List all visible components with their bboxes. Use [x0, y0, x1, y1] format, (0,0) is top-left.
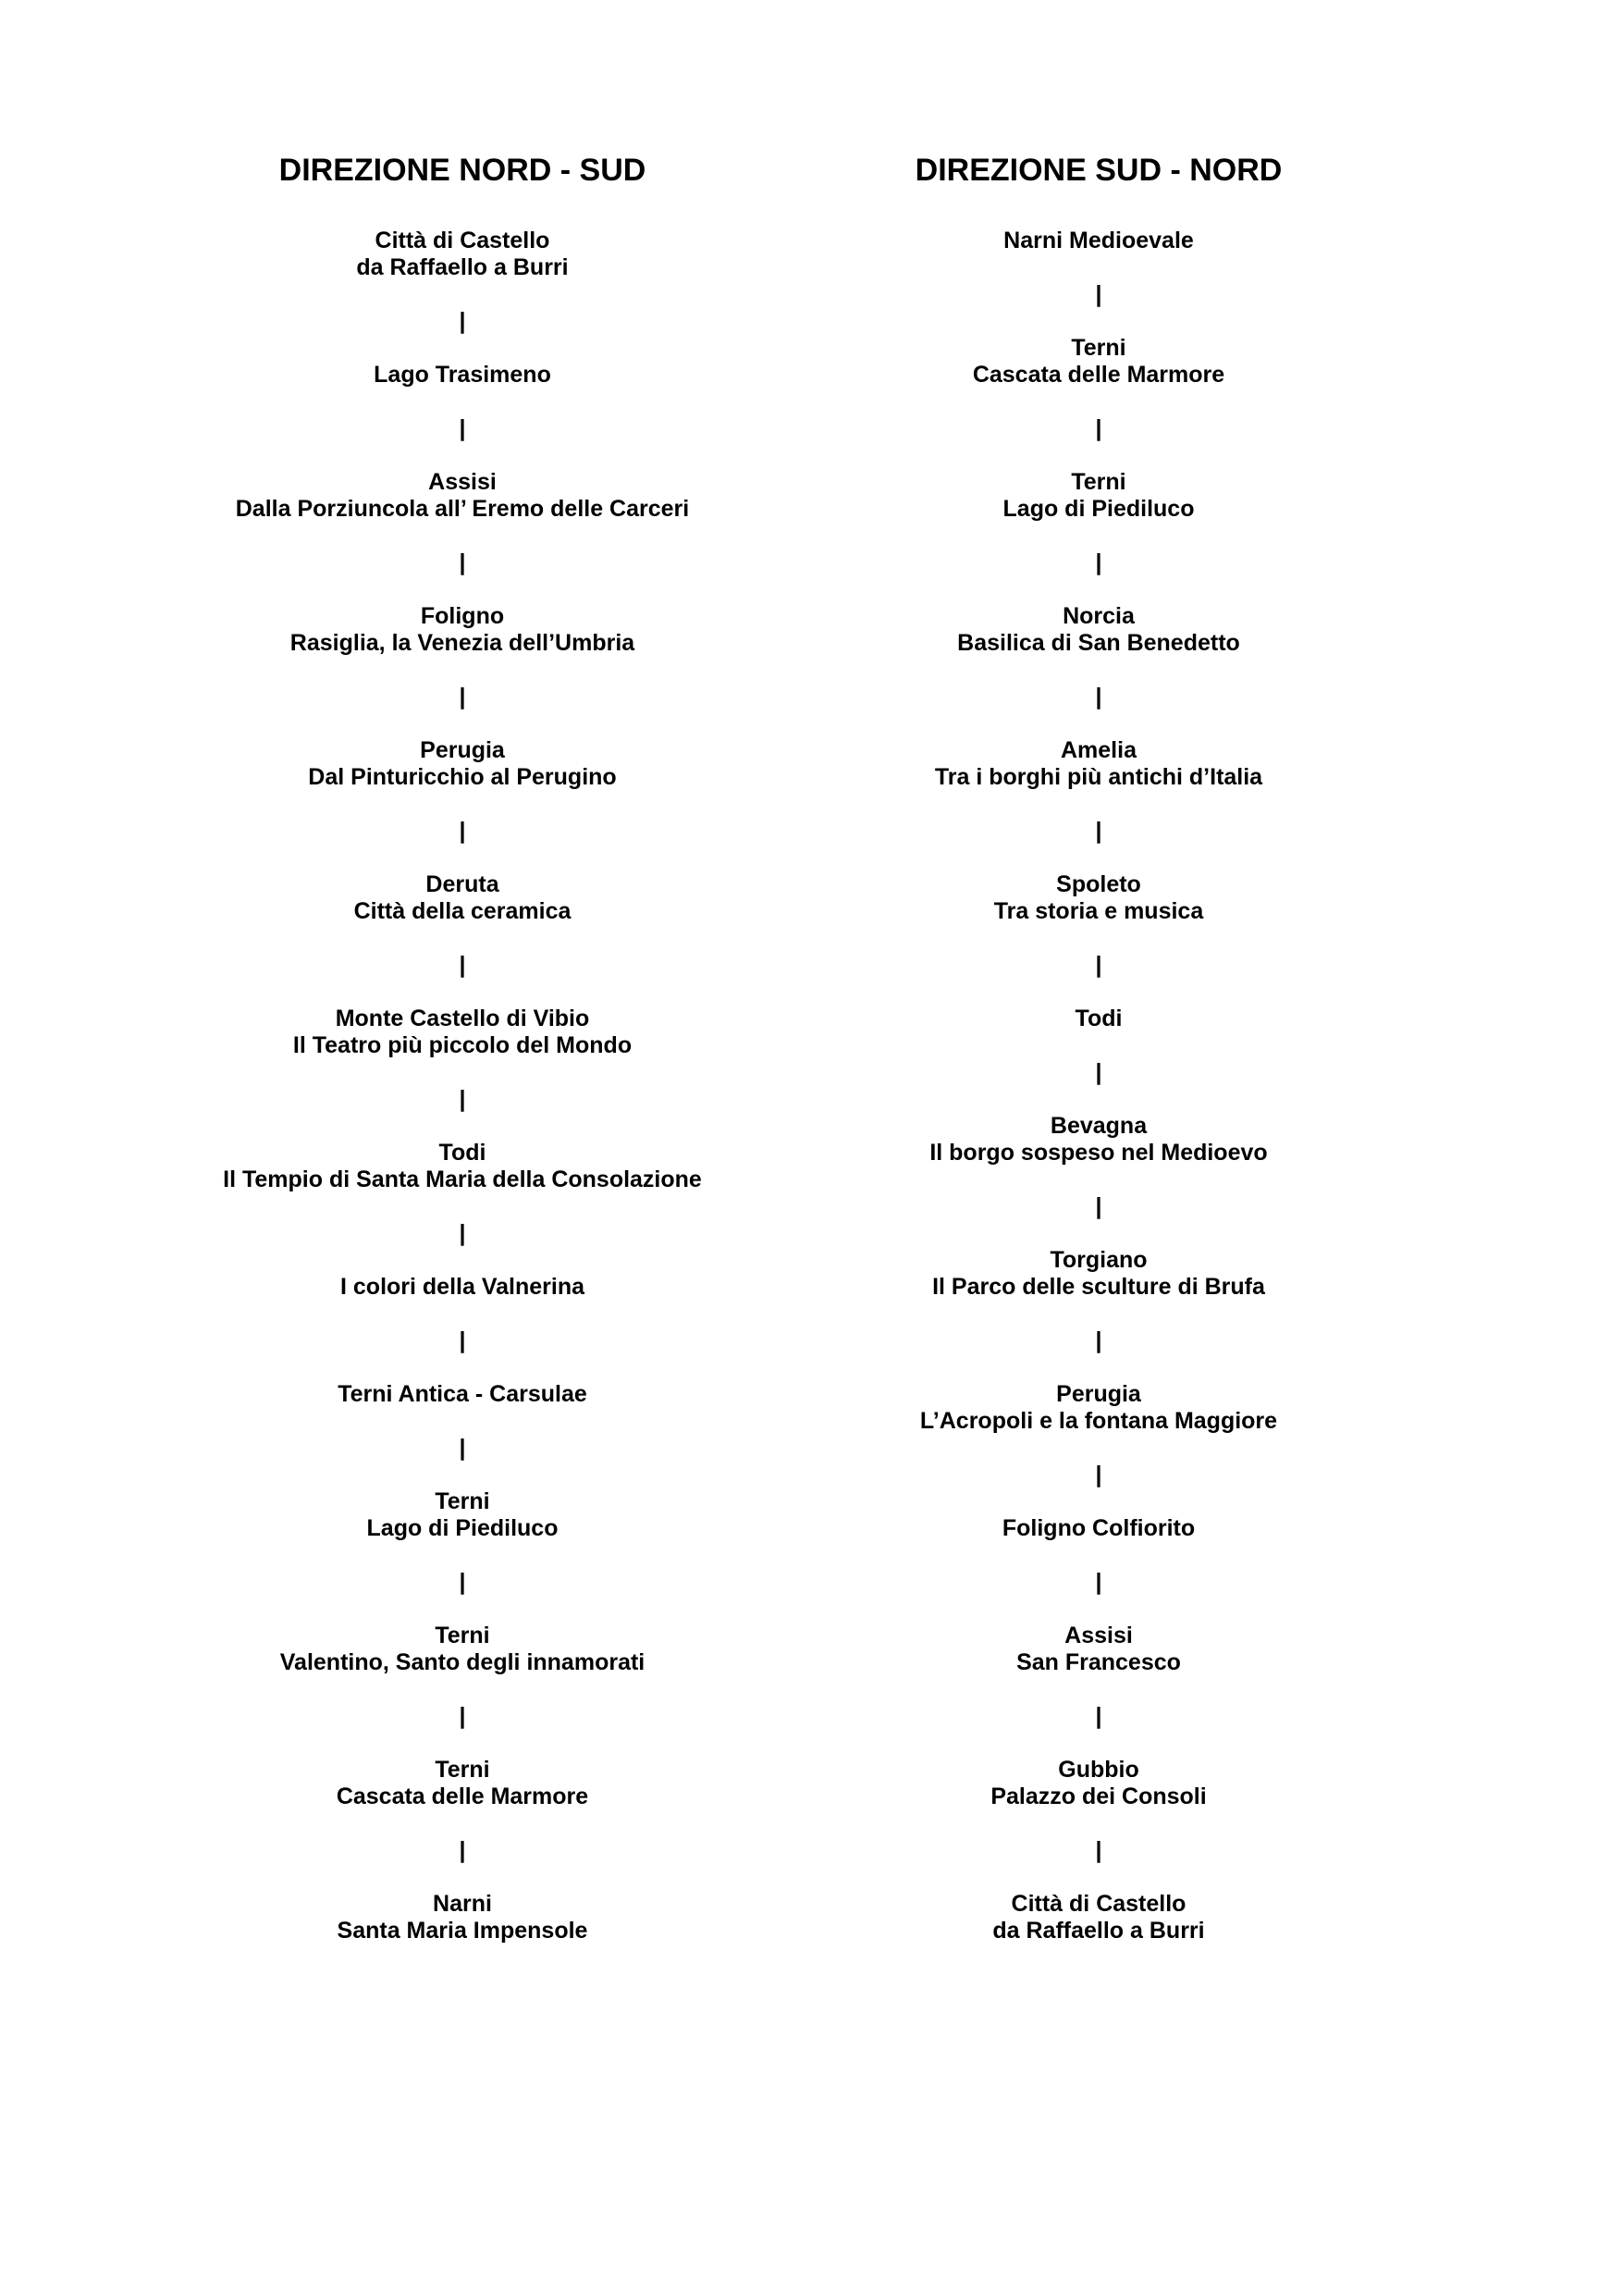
column-title-sud-nord: DIREZIONE SUD - NORD [915, 153, 1283, 188]
stop-subtitle: Rasiglia, la Venezia dell’Umbria [289, 630, 635, 656]
itinerary-stop [236, 469, 689, 523]
route-connector: | [1095, 1462, 1102, 1487]
stop-name: Todi [1075, 1006, 1123, 1031]
route-connector: | [1095, 818, 1102, 844]
route-connector: | [1095, 684, 1102, 710]
route-connector: | [1095, 952, 1102, 978]
itinerary-stop [1002, 1515, 1195, 1542]
stop-list-sud-nord [775, 228, 1422, 1944]
stop-subtitle: Dal Pinturicchio al Perugino [308, 764, 617, 790]
column-nord-sud [139, 146, 786, 1944]
route-connector: | [1095, 1837, 1102, 1863]
stop-subtitle: da Raffaello a Burri [356, 254, 569, 280]
route-connector: | [459, 1569, 466, 1595]
stop-name: Città di Castello [1011, 1891, 1187, 1917]
itinerary-stop [308, 737, 616, 791]
itinerary-stop [338, 1381, 587, 1408]
route-connector: | [459, 1220, 466, 1246]
stop-subtitle: Palazzo dei Consoli [990, 1784, 1207, 1809]
itinerary-stop [354, 871, 572, 925]
stop-name: Terni [1071, 469, 1126, 495]
route-connector: | [459, 1086, 466, 1112]
itinerary-stop [1003, 469, 1195, 523]
itinerary-stop [992, 1891, 1204, 1944]
stop-name: Deruta [425, 871, 499, 897]
route-connector: | [459, 415, 466, 441]
column-sud-nord [775, 146, 1422, 1944]
stop-name: Perugia [420, 737, 505, 763]
stop-name: Terni [435, 1623, 490, 1648]
route-connector: | [459, 1327, 466, 1353]
stop-subtitle: L’Acropoli e la fontana Maggiore [919, 1408, 1278, 1434]
itinerary-stop [929, 1113, 1267, 1167]
stop-subtitle: Valentino, Santo degli innamorati [279, 1649, 646, 1675]
stop-subtitle: Lago di Piediluco [366, 1515, 559, 1541]
stop-subtitle: Tra storia e musica [993, 898, 1204, 924]
stop-name: Torgiano [1050, 1247, 1148, 1273]
route-connector: | [1095, 549, 1102, 575]
stop-subtitle: Dalla Porziuncola all’ Eremo delle Carceri [235, 496, 690, 522]
stop-subtitle: Lago di Piediluco [1002, 496, 1195, 522]
route-connector: | [1095, 1703, 1102, 1729]
stop-name: Narni Medioevale [1003, 228, 1194, 253]
stop-name: Todi [438, 1140, 486, 1166]
itinerary-stop [374, 362, 551, 389]
stop-name: Foligno Colfiorito [1002, 1515, 1196, 1541]
itinerary-stop [356, 228, 568, 281]
stop-subtitle: Città della ceramica [353, 898, 572, 924]
itinerary-stop [293, 1006, 632, 1059]
route-connector: | [1095, 415, 1102, 441]
stop-subtitle: Il Parco delle sculture di Brufa [932, 1274, 1265, 1300]
column-title-nord-sud: DIREZIONE NORD - SUD [278, 153, 646, 188]
route-connector: | [459, 1435, 466, 1461]
stop-name: Amelia [1061, 737, 1137, 763]
stop-subtitle: Il Tempio di Santa Maria della Consolazione [223, 1167, 702, 1192]
itinerary-stop [957, 603, 1240, 657]
route-connector: | [459, 308, 466, 334]
route-connector: | [459, 684, 466, 710]
stop-name: Lago Trasimeno [374, 362, 551, 388]
route-connector: | [1095, 1059, 1102, 1085]
stop-name: Terni [1071, 335, 1126, 361]
stop-subtitle: da Raffaello a Burri [992, 1918, 1205, 1944]
itinerary-stop [223, 1140, 702, 1193]
stop-subtitle: Cascata delle Marmore [972, 362, 1225, 388]
stop-name: Narni [433, 1891, 492, 1917]
stop-subtitle: Il borgo sospeso nel Medioevo [929, 1140, 1268, 1166]
itinerary-stop [337, 1757, 588, 1810]
itinerary-stop [280, 1623, 646, 1676]
itinerary-stop [935, 737, 1262, 791]
route-connector: | [459, 818, 466, 844]
route-connector: | [459, 1837, 466, 1863]
route-connector: | [1095, 1327, 1102, 1353]
stop-subtitle: San Francesco [1016, 1649, 1181, 1675]
stop-name: Perugia [1056, 1381, 1141, 1407]
itinerary-stop [973, 335, 1224, 389]
stop-name: I colori della Valnerina [340, 1274, 584, 1300]
route-connector: | [459, 549, 466, 575]
itinerary-stop [338, 1891, 588, 1944]
itinerary-stop [932, 1247, 1265, 1301]
itinerary-stop [990, 1757, 1206, 1810]
route-connector: | [459, 952, 466, 978]
route-connector: | [1095, 1569, 1102, 1595]
stop-name: Terni Antica - Carsulae [338, 1381, 587, 1407]
stop-name: Assisi [428, 469, 497, 495]
stop-name: Monte Castello di Vibio [335, 1006, 590, 1031]
itinerary-stop [1076, 1006, 1123, 1032]
route-connector: | [459, 1703, 466, 1729]
stop-subtitle: Basilica di San Benedetto [957, 630, 1240, 656]
stop-name: Assisi [1064, 1623, 1133, 1648]
stop-name: Gubbio [1058, 1757, 1139, 1783]
itinerary-stop [290, 603, 634, 657]
stop-subtitle: Cascata delle Marmore [336, 1784, 589, 1809]
stop-name: Norcia [1063, 603, 1135, 629]
route-connector: | [1095, 1193, 1102, 1219]
stop-name: Città di Castello [375, 228, 550, 253]
itinerary-stop [367, 1488, 559, 1542]
stop-list-nord-sud [139, 228, 786, 1944]
itinerary-stop [340, 1274, 584, 1301]
stop-name: Terni [435, 1757, 490, 1783]
itinerary-stop [920, 1381, 1277, 1435]
itinerary-stop [1016, 1623, 1181, 1676]
stop-subtitle: Il Teatro più piccolo del Mondo [292, 1032, 633, 1058]
itinerary-stop [994, 871, 1204, 925]
stop-name: Terni [435, 1488, 490, 1514]
itinerary-stop [1003, 228, 1194, 254]
route-connector: | [1095, 281, 1102, 307]
stop-subtitle: Santa Maria Impensole [337, 1918, 588, 1944]
stop-name: Spoleto [1056, 871, 1141, 897]
stop-name: Foligno [420, 603, 505, 629]
stop-subtitle: Tra i borghi più antichi d’Italia [934, 764, 1263, 790]
stop-name: Bevagna [1050, 1113, 1148, 1139]
